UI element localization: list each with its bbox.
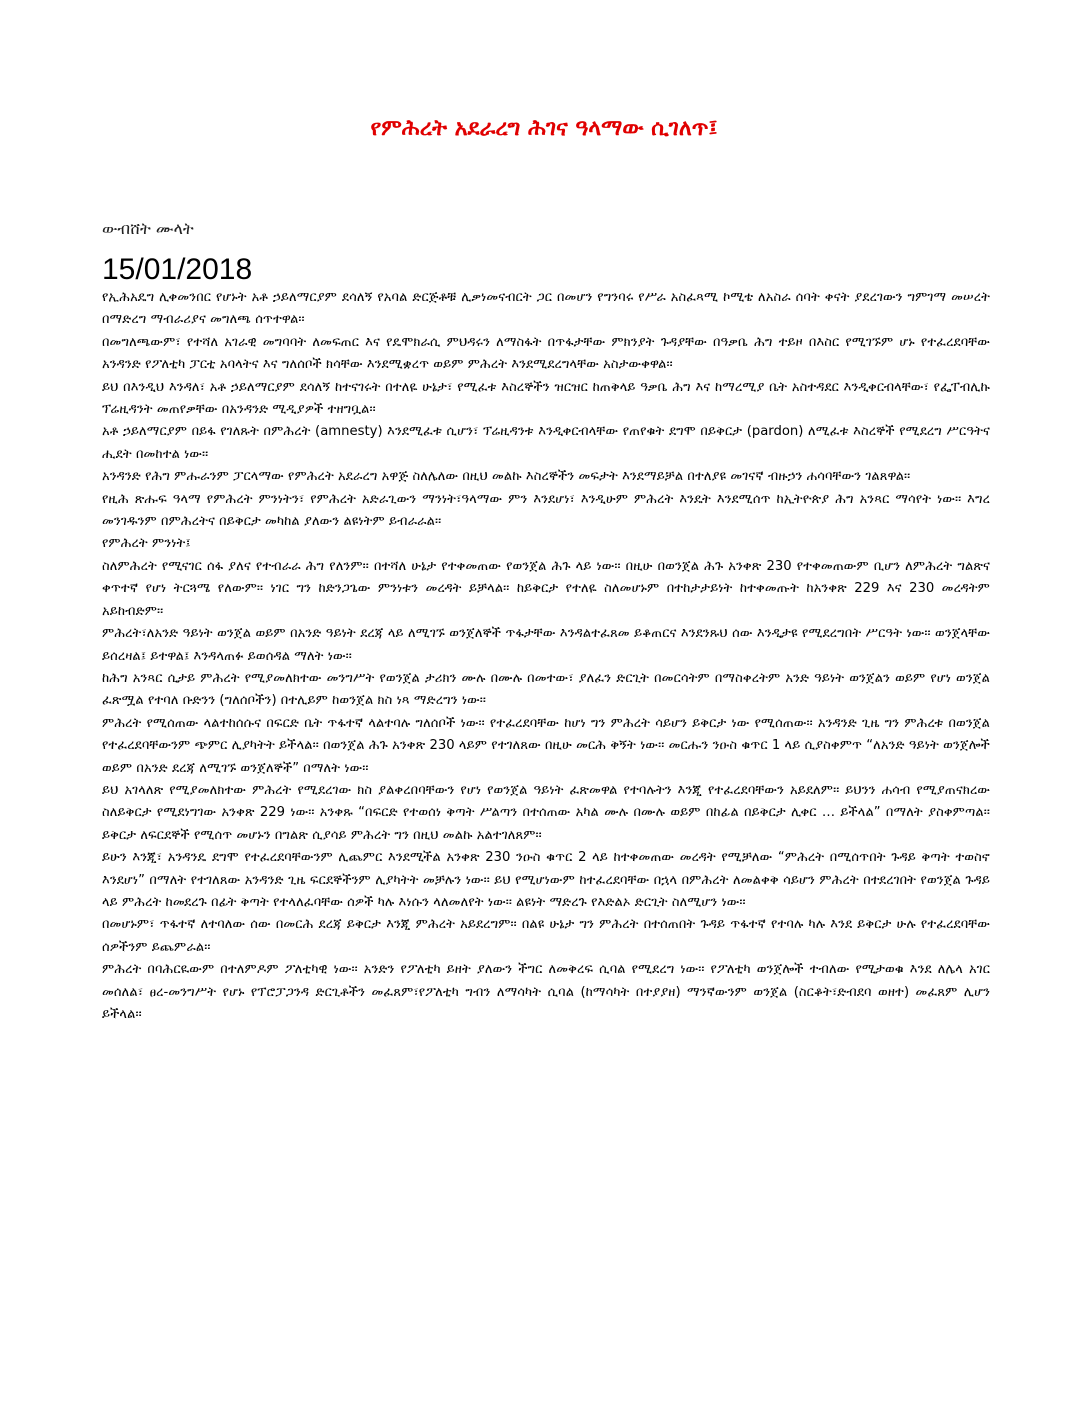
- paragraph: ይህ አገላለጽ የሚያመለክተው ምሕረት የሚደረገው ክስ ያልቀረበባቸውን የሆነ የወንጀል ዓይነት ፈጽመዋል የተባሉትን እንጂ የተፈረደባቸውን አይደለም፡፡ ይህንን ሐሳብ የሚያጠናክረው ስለይቅርታ የሚደነግገው አንቀጽ 229 ነው፡፡ አንቀጹ “በፍርድ የተወሰነ ቅጣት ሥልጣን በተሰጠው አካል ሙሉ በሙሉ ወይም በከፊል በይቅርታ ሊቀር … ይችላል” በማለት ያስቀምጣል፡፡ ይቅርታ ለፍርደኞች የሚሰጥ መሆኑን በግልጽ ሲያሳይ ምሕረት ግን በዚህ መልኩ አልተገለጸም፡፡: [102, 782, 990, 843]
- paragraph: ይህ በእንዲህ እንዳለ፣ አቶ ኃይለማርያም ደሳለኝ ከተናገሩት በተለዬ ሁኔታ፣ የሚፈቱ እስረኞችን ዝርዝር ከጠቅላይ ዓቃቤ ሕግ እና ከማረሚያ ቤት አስተዳደር እንዲቀርብላቸው፣ የፌፐብሊኩ ፕሬዚዳንት መጠየቃቸው በአንዳንድ ሚዲያዎች ተዘግቧል፡፡: [102, 379, 990, 418]
- article-body: [102, 287, 990, 1026]
- paragraph: የዚሕ ጽሑፍ ዓላማ የምሕረት ምንነትን፣ የምሕረት አድራጊውን ማንነት፣ዓላማው ምን እንደሆነ፣ እንዲሁም ምሕረት እንዴት እንደሚሰጥ ከኢትዮጵያ ሕግ አንጻር ማሳየት ነው፡፡ እግረ መንገዱንም በምሕረትና በይቅርታ መካከል ያለውን ልዩነትም ይብራራል፡፡: [102, 491, 990, 530]
- document-title: የምሕረት አደራረግ ሕገና ዓላማው ሲገለጥ፤: [370, 116, 718, 141]
- author-name: ውብሸት ሙላት: [102, 219, 194, 238]
- paragraph: በመሆኑም፣ ጥፋተኛ ለተባለው ሰው በመርሕ ደረጃ ይቅርታ እንጂ ምሕረት አይደረግም፡፡ በልዩ ሁኔታ ግን ምሕረት በተሰጠበት ጉዳይ ጥፋተኛ የተባሉ ካሉ እንደ ይቅርታ ሁሉ የተፈረደባቸው ሰዎችንም ይጨምራል፡፡: [102, 917, 990, 955]
- paragraph: ምሕረት በባሕርዪውም በተለምዶም ፖለቲካዊ ነው፡፡ አንድን የፖለቲካ ይዘት ያለውን ችግር ለመቅረፍ ሲባል የሚደረግ ነው፡፡ የፖለቲካ ወንጀሎች ተብለው የሚታወቁ እንደ ለሌላ አገር መሰለል፣ ፀረ-መንግሥት የሆኑ የፕሮፓጋንዳ ድርጊቶችን መፈጸም፣የፖለቲካ ግብን ለማሳካት ሲባል (ከማሳካት በተያያዘ) ማንኛውንም ወንጀል (ስርቆት፣ድብደባ ወዘተ) መፈጸም ሊሆን ይችላል፡፡: [102, 962, 990, 1022]
- paragraph: በመግለጫውም፣ የተሻለ አገራዊ መግባባት ለመፍጠር እና የዴሞክራሲ ምህዳሩን ለማስፋት በጥፋታቸው ምክንያት ጉዳያቸው በዓቃቤ ሕግ ተይዞ በእስር የሚገኙም ሆኑ የተፈረደባቸው አንዳንድ የፖለቲካ ፓርቲ አባላትና እና ግለሰቦች ክሳቸው እንደሚቋረጥ ወይም ምሕረት እንደሚደረግላቸው አስታውቀዋል፡፡: [102, 334, 990, 373]
- paragraph: ምሕረት፣ለአንድ ዓይነት ወንጀል ወይም በአንድ ዓይነት ደረጃ ላይ ለሚገኙ ወንጀለኞች ጥፋታቸው እንዳልተፈጸመ ይቆጠርና እንደንጹህ ሰው እንዲታዩ የሚደረግበት ሥርዓት ነው፡፡ ወንጀላቸው ይሰረዛል፤ ይተዋል፤ እንዳላጠፉ ይወሰዳል ማለት ነው፡፡: [102, 626, 990, 664]
- section-heading: የምሕረት ምንነት፤: [102, 536, 191, 552]
- paragraph: አቶ ኃይለማርያም በይፋ የገለጹት በምሕረት (amnesty) እንደሚፈቱ ሲሆን፣ ፕሬዚዳንቱ እንዲቀርብላቸው የጠየቁት ደግሞ በይቅርታ (pardon) ለሚፈቱ እስረኞች የሚደረግ ሥርዓትና ሒደት በመከተል ነው፡፡: [102, 424, 990, 462]
- paragraph: ምሕረት የሚሰጠው ላልተከሰሱና በፍርድ ቤት ጥፋተኛ ላልተባሉ ግለሰቦች ነው፡፡ የተፈረደባቸው ከሆነ ግን ምሕረት ሳይሆን ይቅርታ ነው የሚሰጠው፡፡ አንዳንድ ጊዜ ግን ምሕረቱ በወንጀል የተፈረደባቸውንም ጭምር ሊያካትት ይችላል፡፡ በወንጀል ሕጉ አንቀጽ 230 ላይም የተገለጸው በዚሁ መርሕ ቅኝት ነው፡፡ መርሑን ንዑስ ቁጥር 1 ላይ ሲያስቀምጥ “ለአንድ ዓይነት ወንጀሎች ወይም በአንድ ደረጃ ለሚገኙ ወንጀለኞች” በማለት ነው፡፡: [102, 715, 990, 776]
- paragraph: ከሕግ አንጻር ሲታይ ምሕረት የሚያመለክተው መንግሥት የወንጀል ታሪክን ሙሉ በሙሉ በመተው፣ ያለፈን ድርጊት በመርሳትም በማስቀረትም አንድ ዓይነት ወንጀልን ወይም የሆነ ወንጀል ፈጽሟል የተባለ ቡድንን (ግለሰቦችን) በተሊይም ከወንጀል ክስ ነጻ ማድረግን ነው፡፡: [102, 670, 990, 709]
- paragraph: ስለምሕረት የሚናገር ሰፋ ያለና የተብራራ ሕግ የለንም፡፡ በተሻለ ሁኔታ የተቀመጠው የወንጀል ሕጉ ላይ ነው፡፡ በዚሁ በወንጀል ሕጉ አንቀጽ 230 የተቀመጠውም ቢሆን ለምሕረት ግልጽና ቀጥተኛ የሆነ ትርጓሜ የለውም፡፡ ነገር ግን ከድንጋጌው ምንነቱን መረዳት ይቻላል፡፡ ከይቅርታ የተለዬ ስለመሆኑም በተከታታይነት ከተቀመጡት ከአንቀጽ 229 እና 230 መረዳትም አይከብድም፡፡: [102, 558, 990, 619]
- publication-date: 15/01/2018: [102, 253, 253, 286]
- paragraph: ይሁን እንጂ፣ አንዳንዴ ደግሞ የተፈረደባቸውንም ሊጨምር እንደሚችል አንቀጽ 230 ንዑስ ቁጥር 2 ላይ ከተቀመጠው መረዳት የሚቻለው “ምሕረት በሚሰጥበት ጉዳይ ቅጣት ተወስኖ እንደሆነ” በማለት የተገለጸው አንዳንድ ጊዜ ፍርደኞችንም ሊያካትት መቻሉን ነው፡፡ ይህ የሚሆነውም ከተፈረደባቸው በኋላ በምሕረት ለመልቀቅ ሳይሆን ምሕረት በተደረገበት የወንጀል ጉዳይ ላይ ምሕረት ከመደረጉ በፊት ቅጣት የተላለፈባቸው ሰዎች ካሉ እነሱን ላለመለየት ነው፡፡ ልዩነት ማድረጉ የእድልኦ ድርጊት ስለሚሆን ነው፡፡: [102, 850, 990, 910]
- paragraph: የኢሕአዴግ ሊቀመንበር የሆኑት አቶ ኃይለማርያም ደሳለኝ የአባል ድርጅቶቹ ሊቃነመናብርት ጋር በመሆን የግንባሩ የሥራ አስፈጻሚ ኮሚቴ ለአስራ ሰባት ቀናት ያደረገውን ግምገማ መሠረት በማድረግ ማብራሪያና መግለጫ ሰጥተዋል፡፡: [102, 290, 990, 328]
- paragraph: አንዳንድ የሕግ ምሑራንም ፓርላማው የምሕረት አደራረግ አዋጅ ስለሌለው በዚህ መልኩ እስረኞችን መፍታት እንደማይቻል በተለያዩ መገናኛ ብዙኃን ሐሳባቸውን ገልጸዋል፡፡: [102, 469, 911, 485]
